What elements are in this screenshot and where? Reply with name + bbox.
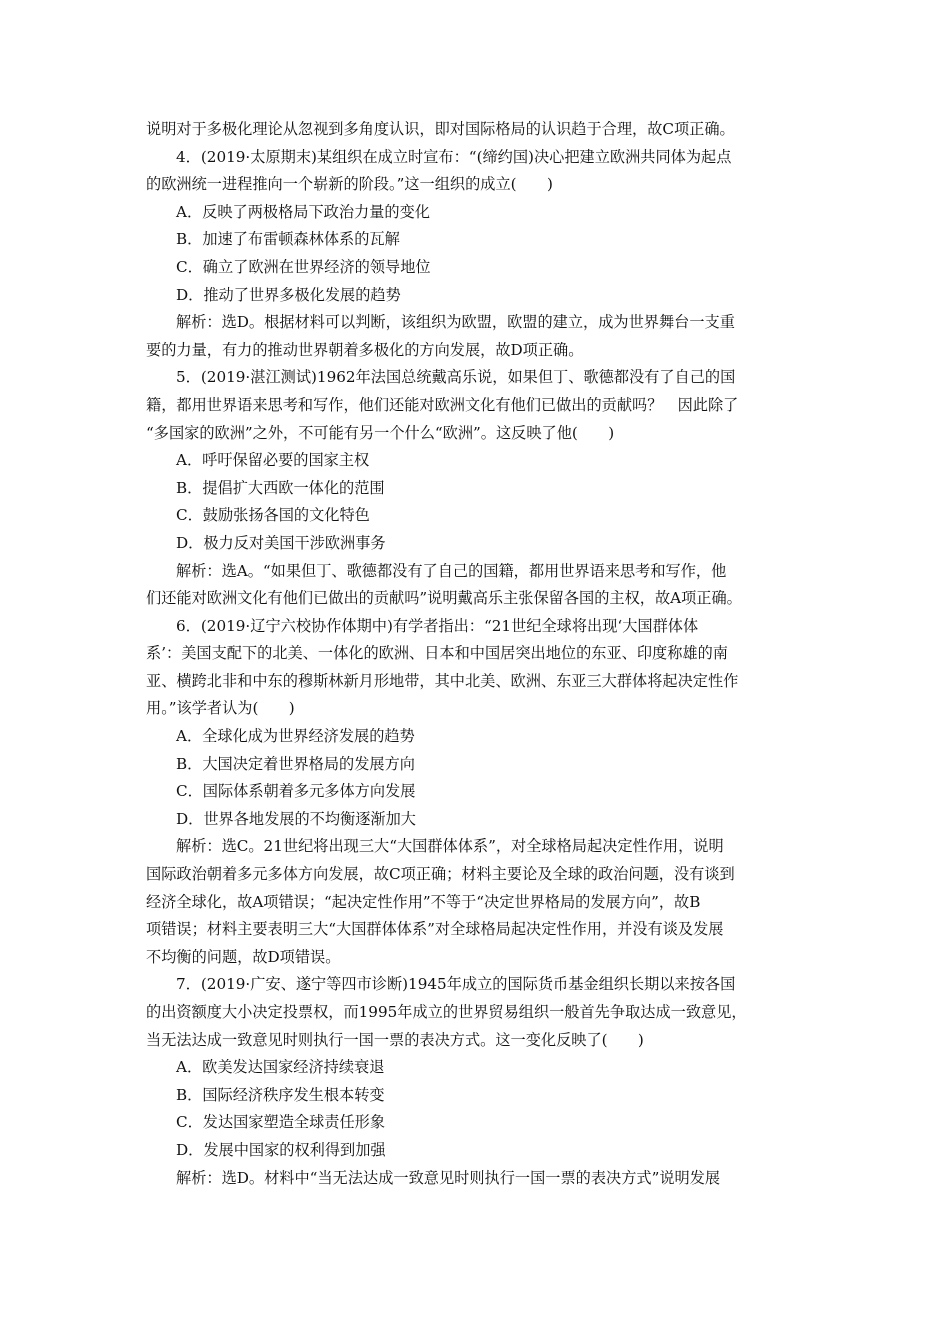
text-line: 6．(2019·辽宁六校协作体期中)有学者指出：“21世纪全球将出现‘大国群体体: [176, 616, 699, 635]
text-line: A．欧美发达国家经济持续衰退: [176, 1058, 385, 1077]
text-line: 的出资额度大小决定投票权，而1995年成立的世界贸易组织一般首先争取达成一致意见，: [146, 1003, 747, 1021]
text-line: C．确立了欧洲在世界经济的领导地位: [176, 257, 431, 276]
text-line: 7．(2019·广安、遂宁等四市诊断)1945年成立的国际货币基金组织长期以来按各国: [176, 975, 736, 994]
text-line: 解析：选D。材料中“当无法达成一致意见时则执行一国一票的表决方式”说明发展: [176, 1168, 721, 1187]
text-line: 解析：选D。根据材料可以判断，该组织为欧盟，欧盟的建立，成为世界舞台一支重: [176, 313, 735, 332]
text-line: 亚、横跨北非和中东的穆斯林新月形地带，其中北美、欧洲、东亚三大群体将起决定性作: [146, 671, 739, 690]
text-line: 国际政治朝着多元多体方向发展，故C项正确；材料主要论及全球的政治问题，没有谈到: [146, 865, 735, 884]
text-line: 解析：选A。“如果但丁、歌德都没有了自己的国籍，都用世界语来思考和写作，他: [176, 561, 727, 580]
text-line: 解析：选C。21世纪将出现三大“大国群体体系”，对全球格局起决定性作用，说明: [176, 837, 724, 856]
text-line: C．发达国家塑造全球责任形象: [176, 1113, 386, 1132]
text-line: B．大国决定着世界格局的发展方向: [176, 754, 415, 773]
text-line: 当无法达成一致意见时则执行一国一票的表决方式。这一变化反映了( ): [146, 1030, 644, 1049]
text-line: C．国际体系朝着多元多体方向发展: [176, 782, 416, 801]
text-line: 项错误；材料主要表明三大“大国群体体系”对全球格局起决定性作用，并没有谈及发展: [146, 920, 724, 939]
text-line: A．呼吁保留必要的国家主权: [176, 451, 370, 470]
text-line: 4．(2019·太原期末)某组织在成立时宣布：“(缔约国)决心把建立欧洲共同体为起点: [176, 147, 732, 166]
text-line: D．世界各地发展的不均衡逐渐加大: [176, 809, 416, 828]
text-line: 籍，都用世界语来思考和写作，他们还能对欧洲文化有他们已做出的贡献吗？ 因此除了: [146, 395, 739, 414]
text-line: 的欧洲统一进程推向一个崭新的阶段。”这一组织的成立( ): [146, 175, 553, 194]
text-line: A．全球化成为世界经济发展的趋势: [176, 727, 415, 746]
text-line: D．极力反对美国干涉欧洲事务: [176, 533, 386, 552]
document-page: [146, 116, 810, 1192]
text-line: 5．(2019·湛江测试)1962年法国总统戴高乐说，如果但丁、歌德都没有了自己的国: [176, 368, 736, 387]
text-line: D．推动了世界多极化发展的趋势: [176, 285, 401, 304]
text-line: 要的力量，有力的推动世界朝着多极化的方向发展，故D项正确。: [146, 340, 584, 359]
text-line: A．反映了两极格局下政治力量的变化: [176, 202, 430, 221]
text-line: 系’：美国支配下的北美、一体化的欧洲、日本和中国居突出地位的东亚、印度称雄的南: [146, 644, 728, 663]
text-line: D．发展中国家的权利得到加强: [176, 1140, 386, 1159]
text-line: 用。”该学者认为( ): [146, 699, 295, 718]
text-line: B．国际经济秩序发生根本转变: [176, 1085, 385, 1104]
text-line: C．鼓励张扬各国的文化特色: [176, 506, 370, 525]
text-line: B．加速了布雷顿森林体系的瓦解: [176, 230, 400, 249]
text-line: B．提倡扩大西欧一体化的范围: [176, 478, 385, 497]
text-line: 说明对于多极化理论从忽视到多角度认识，即对国际格局的认识趋于合理，故C项正确。: [146, 120, 735, 138]
text-line: “多国家的欧洲”之外，不可能有另一个什么“欧洲”。这反映了他( ): [146, 423, 615, 442]
text-line: 不均衡的问题，故D项错误。: [146, 947, 341, 966]
text-line: 们还能对欧洲文化有他们已做出的贡献吗”说明戴高乐主张保留各国的主权，故A项正确。: [146, 589, 742, 608]
text-line: 经济全球化，故A项错误；“起决定性作用”不等于“决定世界格局的发展方向”，故B: [146, 892, 701, 911]
